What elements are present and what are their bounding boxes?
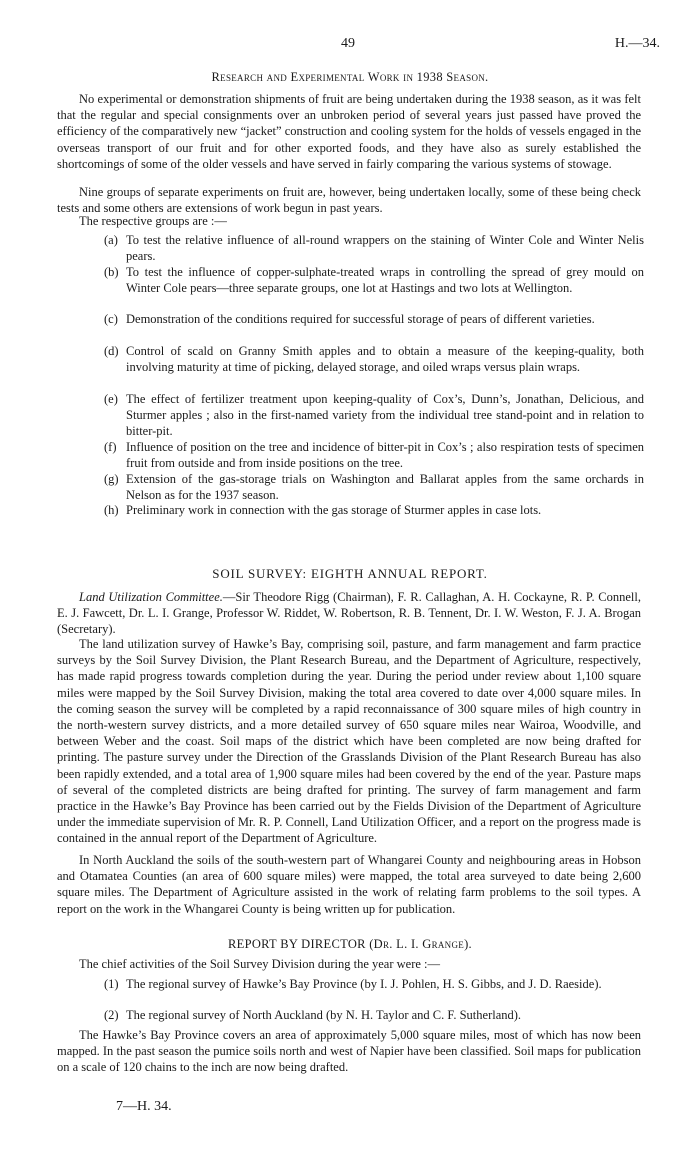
item-text: Control of scald on Granny Smith apples and to obtain a measure of the keeping-quality, both involving maturity at time of picking, delayed storage, and oiled wraps versus plain wraps. [126,344,644,375]
director-report-heading: REPORT BY DIRECTOR (Dr. L. I. Grange). [228,937,472,951]
item-label: (2) [104,1008,119,1022]
experiment-item-g [104,471,644,503]
research-paragraph-2: Nine groups of separate experiments on fruit are, however, being undertaken locally, some of these being check tests and some others are extensions of work begun in past years. [57,185,641,216]
item-text: The regional survey of Hawke’s Bay Province (by I. J. Pohlen, H. S. Gibbs, and J. D. Raeside). [126,977,602,991]
item-text: To test the relative influence of all-round wrappers on the staining of Winter Cole and Winter Nelis pears. [126,233,644,264]
page-signature: 7—H. 34. [116,1099,172,1114]
soil-paragraph-3: The chief activities of the Soil Survey Division during the year were :— [79,957,441,971]
soil-survey-title: SOIL SURVEY: EIGHTH ANNUAL REPORT. [212,566,488,581]
experiment-item-h [104,502,644,518]
committee-members: —Sir Theodore Rigg (Chairman), F. R. Callaghan, A. H. Cockayne, R. P. Connell, E. J. Fawcett, Dr. L. I. Grange, Professor W. Riddet, W. Robertson, R. B. Tennent, Dr. I. W. Weston, F. J. A. Brogan (Secretary). [57,590,642,637]
research-paragraph-1: No experimental or demonstration shipments of fruit are being undertaken during the 1938 season, as it was felt that the regular and special consignments over an unbroken period of several years just passed have proved the efficiency of the comparatively new “jacket” construction and cooling system for the holds of vessels engaged in the overseas transport of our fruit and for other exported foods, and they have also as surely established the shortcomings of some of the older vessels and have served in fairly comparing the various systems of stowage. [57,92,641,171]
item-label: (g) [104,472,119,486]
item-label: (e) [104,392,118,406]
item-text: Influence of position on the tree and incidence of bitter-pit in Cox’s ; also respiration tests of specimen fruit from outside and from inside positions on the tree. [126,440,644,471]
item-label: (1) [104,977,119,991]
item-label: (c) [104,312,118,326]
item-text: Demonstration of the conditions required for successful storage of pears of different varieties. [126,312,595,326]
item-text: To test the influence of copper-sulphate-treated wraps in controlling the spread of grey mould on Winter Cole pears—three separate groups, one lot at Hastings and two lots at Wellington. [126,265,644,296]
document-reference: H.—34. [614,36,660,51]
item-label: (h) [104,503,119,517]
research-heading: Research and Experimental Work in 1938 Season. [211,70,489,84]
item-text: The regional survey of North Auckland (by N. H. Taylor and C. F. Sutherland). [126,1008,522,1022]
soil-paragraph-4: The Hawke’s Bay Province covers an area of approximately 5,000 square miles, most of which has now been mapped. In the past season the pumice soils north and west of Napier have been classified. Soil maps for publication on a scale of 120 chains to the inch are now being drafted. [57,1028,641,1075]
committee-label: Land Utilization Committee. [79,590,223,604]
item-label: (b) [104,265,119,279]
page-number: 49 [341,36,355,51]
committee-paragraph [57,589,641,638]
item-label: (d) [104,344,119,358]
research-paragraph-3: The respective groups are :— [79,214,227,228]
activity-item-2 [104,1007,644,1023]
soil-paragraph-1: The land utilization survey of Hawke’s Bay, comprising soil, pasture, and farm management and farm practice surveys by the Soil Survey Division, the Plant Research Bureau, and the Department of Agriculture, respectively, has made rapid progress towards completion during the year. During the period under review about 1,100 square miles were mapped by the Soil Survey Division, making the total area covered to date over 4,000 square miles. In the coming season the survey will be completed by a rapid reconnaissance of 300 square miles of high country in the north-western survey districts, and a more detailed survey of 650 square miles near Wairoa, Woodville, and between Weber and the coast. Soil maps of the district which have been completed are now being drafted for printing. The pasture survey under the Direction of the Grasslands Division of the Plant Research Bureau has also been rapidly extended, and a total area of 1,900 square miles had been covered by the end of the year. Pasture maps of several of the completed districts are being drafted for printing. The survey of farm management and farm practice in the Hawke’s Bay Province has been carried out by the Fields Division of the Department of Agriculture under the immediate supervision of Mr. R. P. Connell, Land Utilization Officer, and a report on the progress made is contained in the annual report of the Department of Agriculture. [57,637,641,846]
item-text: The effect of fertilizer treatment upon keeping-quality of Cox’s, Dunn’s, Jonathan, Delicious, and Sturmer apples ; also in the first-named variety from the individual tree stand-point and in relation to bitter-pit. [126,392,644,439]
soil-paragraph-2: In North Auckland the soils of the south-western part of Whangarei County and neighbouring areas in Hobson and Otamatea Counties (an area of 600 square miles) were mapped, the total area surveyed to date being 2,600 square miles. The Department of Agriculture assisted in the work of relating farm problems to the soil types. A report on the work in the Whangarei County is being written up for publication. [57,853,641,916]
item-label: (a) [104,233,118,247]
experiment-item-c [104,311,644,327]
experiment-item-d [104,343,644,375]
experiment-item-b [104,264,644,296]
item-label: (f) [104,440,117,454]
activity-item-1 [104,976,644,992]
experiment-item-e [104,391,644,440]
item-text: Extension of the gas-storage trials on Washington and Ballarat apples from the same orchards in Nelson as for the 1937 season. [126,472,644,503]
item-text: Preliminary work in connection with the gas storage of Sturmer apples in case lots. [126,503,542,517]
experiment-item-f [104,439,644,471]
experiment-item-a [104,232,644,264]
